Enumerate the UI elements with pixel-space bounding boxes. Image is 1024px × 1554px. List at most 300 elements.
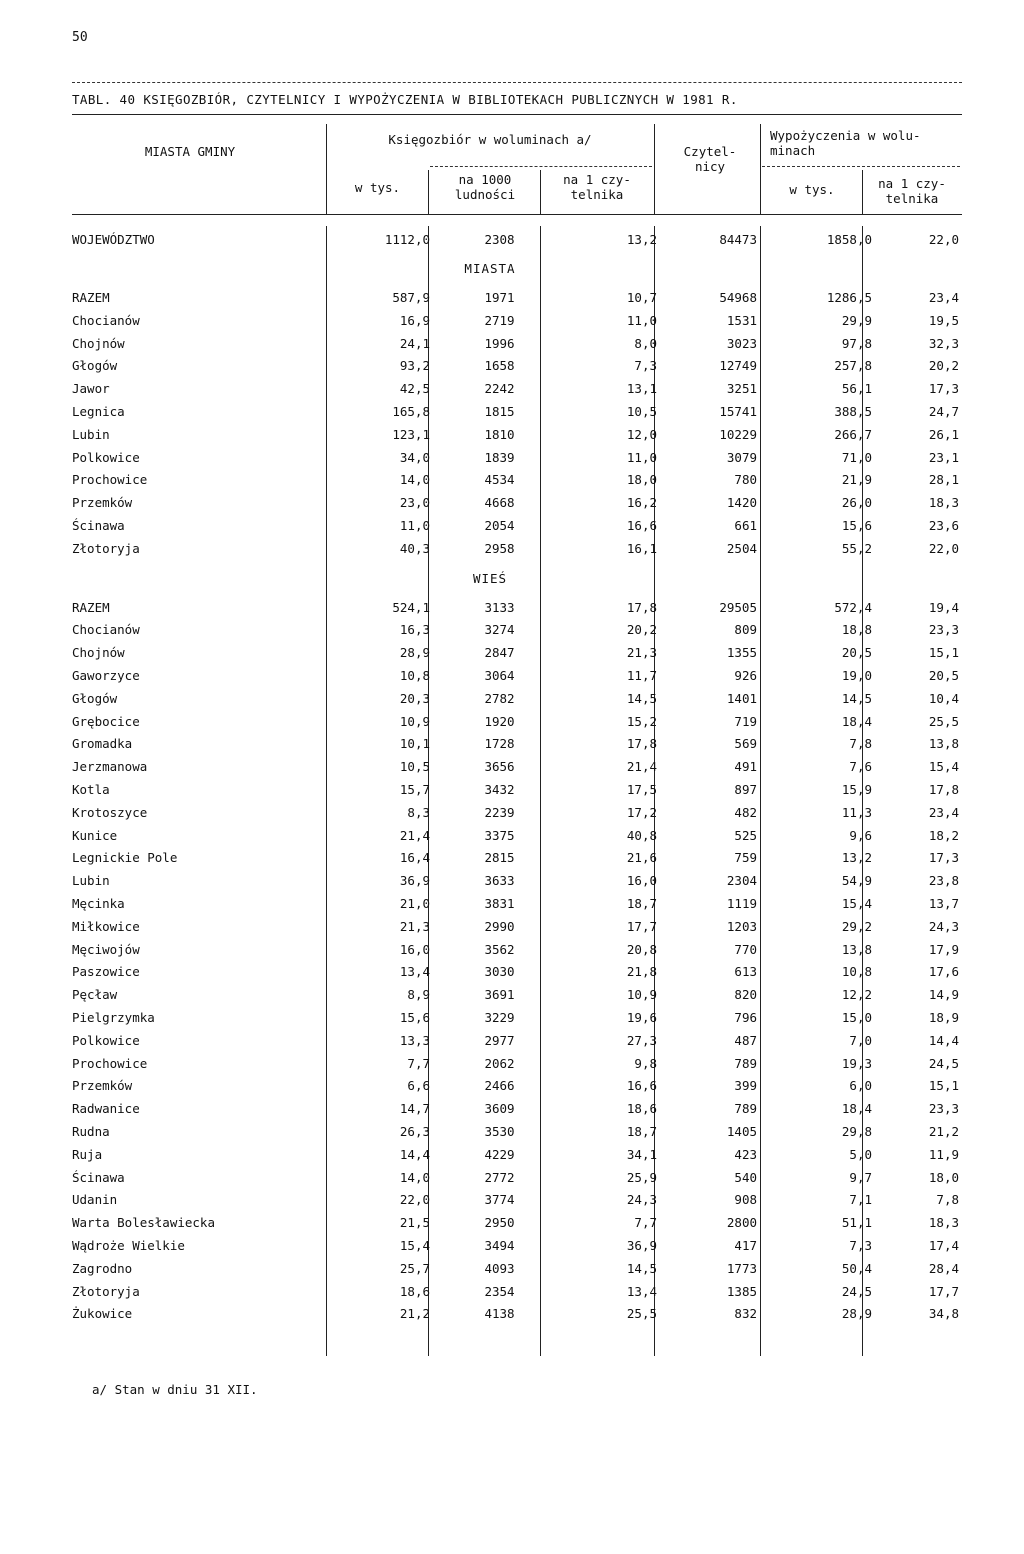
table-cell: 2800 bbox=[726, 1215, 757, 1230]
row-label: WOJEWÓDZTWO bbox=[72, 232, 155, 247]
table-cell: 1810 bbox=[484, 427, 515, 442]
table-cell: 3633 bbox=[484, 873, 515, 888]
table-row bbox=[72, 1007, 962, 1029]
table-cell: 18,6 bbox=[399, 1284, 430, 1299]
table-cell: 16,0 bbox=[626, 873, 657, 888]
table-cell: 29,9 bbox=[841, 313, 872, 328]
table-cell: 1920 bbox=[484, 714, 515, 729]
table-cell: 7,3 bbox=[849, 1238, 872, 1253]
table-row bbox=[72, 492, 962, 514]
header-divider bbox=[428, 170, 429, 214]
table-cell: 42,5 bbox=[399, 381, 430, 396]
table-cell: 23,8 bbox=[928, 873, 959, 888]
table-cell: 26,0 bbox=[841, 495, 872, 510]
header-subrule bbox=[762, 166, 960, 167]
table-cell: 17,6 bbox=[928, 964, 959, 979]
table-cell: 97,8 bbox=[841, 336, 872, 351]
table-cell: 14,5 bbox=[626, 1261, 657, 1276]
row-label: Polkowice bbox=[72, 450, 140, 465]
header-na-1-czyt: na 1 czy- telnika bbox=[563, 172, 631, 202]
header-czytelnicy: Czytel- nicy bbox=[683, 144, 737, 174]
table-cell: 17,5 bbox=[626, 782, 657, 797]
table-cell: 10,8 bbox=[399, 668, 430, 683]
table-cell: 28,9 bbox=[399, 645, 430, 660]
table-row bbox=[72, 665, 962, 687]
table-cell: 10,8 bbox=[841, 964, 872, 979]
table-cell: 36,9 bbox=[399, 873, 430, 888]
table-cell: 18,3 bbox=[928, 495, 959, 510]
table-cell: 11,9 bbox=[928, 1147, 959, 1162]
table-cell: 7,1 bbox=[849, 1192, 872, 1207]
row-label: Kotla bbox=[72, 782, 110, 797]
table-cell: 17,8 bbox=[626, 736, 657, 751]
table-cell: 40,3 bbox=[399, 541, 430, 556]
table-cell: 10,9 bbox=[626, 987, 657, 1002]
table-row bbox=[72, 1030, 962, 1052]
table-cell: 14,9 bbox=[928, 987, 959, 1002]
table-cell: 482 bbox=[734, 805, 757, 820]
table-cell: 14,7 bbox=[399, 1101, 430, 1116]
table-cell: 36,9 bbox=[626, 1238, 657, 1253]
table-row bbox=[72, 401, 962, 423]
table-cell: 661 bbox=[734, 518, 757, 533]
table-cell: 3023 bbox=[726, 336, 757, 351]
table-cell: 40,8 bbox=[626, 828, 657, 843]
table-cell: 19,5 bbox=[928, 313, 959, 328]
row-label: Przemków bbox=[72, 1078, 133, 1093]
row-label: Jawor bbox=[72, 381, 110, 396]
table-cell: 587,9 bbox=[392, 290, 430, 305]
row-label: Gaworzyce bbox=[72, 668, 140, 683]
table-row bbox=[72, 779, 962, 801]
table-cell: 1728 bbox=[484, 736, 515, 751]
table-cell: 15,4 bbox=[399, 1238, 430, 1253]
table-cell: 759 bbox=[734, 850, 757, 865]
table-cell: 832 bbox=[734, 1306, 757, 1321]
table-cell: 6,0 bbox=[849, 1078, 872, 1093]
row-label: Głogów bbox=[72, 691, 118, 706]
table-cell: 1658 bbox=[484, 358, 515, 373]
table-cell: 24,5 bbox=[841, 1284, 872, 1299]
table-cell: 13,8 bbox=[841, 942, 872, 957]
voivodeship-row bbox=[72, 229, 962, 251]
table-cell: 897 bbox=[734, 782, 757, 797]
table-cell: 50,4 bbox=[841, 1261, 872, 1276]
table-cell: 13,1 bbox=[626, 381, 657, 396]
table-row bbox=[72, 893, 962, 915]
row-label: Polkowice bbox=[72, 1033, 140, 1048]
table-cell: 15,9 bbox=[841, 782, 872, 797]
row-label: Lubin bbox=[72, 427, 110, 442]
table-row bbox=[72, 939, 962, 961]
table-cell: 23,6 bbox=[928, 518, 959, 533]
table-cell: 1355 bbox=[726, 645, 757, 660]
table-cell: 22,0 bbox=[928, 541, 959, 556]
table-cell: 7,8 bbox=[936, 1192, 959, 1207]
table-row bbox=[72, 1121, 962, 1143]
table-cell: 56,1 bbox=[841, 381, 872, 396]
table-row bbox=[72, 538, 962, 560]
table-cell: 10229 bbox=[719, 427, 757, 442]
table-cell: 12,2 bbox=[841, 987, 872, 1002]
table-cell: 14,4 bbox=[928, 1033, 959, 1048]
row-label: RAZEM bbox=[72, 600, 110, 615]
table-cell: 14,0 bbox=[399, 472, 430, 487]
table-cell: 11,7 bbox=[626, 668, 657, 683]
header-wypozyczenia: Wypożyczenia w wolu- minach bbox=[770, 128, 921, 158]
header-divider bbox=[862, 170, 863, 214]
table-cell: 1405 bbox=[726, 1124, 757, 1139]
table-cell: 7,3 bbox=[634, 358, 657, 373]
table-cell: 18,9 bbox=[928, 1010, 959, 1025]
table-cell: 13,4 bbox=[399, 964, 430, 979]
table-cell: 20,2 bbox=[626, 622, 657, 637]
table-cell: 3831 bbox=[484, 896, 515, 911]
header-top-rule bbox=[72, 114, 962, 115]
table-row bbox=[72, 355, 962, 377]
table-row bbox=[72, 711, 962, 733]
table-cell: 20,5 bbox=[928, 668, 959, 683]
row-label: Grębocice bbox=[72, 714, 140, 729]
table-cell: 14,5 bbox=[626, 691, 657, 706]
table-cell: 613 bbox=[734, 964, 757, 979]
table-cell: 3375 bbox=[484, 828, 515, 843]
table-cell: 1815 bbox=[484, 404, 515, 419]
table-cell: 21,0 bbox=[399, 896, 430, 911]
table-cell: 1286,5 bbox=[826, 290, 872, 305]
table-cell: 51,1 bbox=[841, 1215, 872, 1230]
table-cell: 21,2 bbox=[928, 1124, 959, 1139]
table-row bbox=[72, 1189, 962, 1211]
table-cell: 3030 bbox=[484, 964, 515, 979]
table-cell: 20,5 bbox=[841, 645, 872, 660]
table-row bbox=[72, 847, 962, 869]
table-cell: 2354 bbox=[484, 1284, 515, 1299]
table-cell: 18,0 bbox=[928, 1170, 959, 1185]
table-cell: 266,7 bbox=[834, 427, 872, 442]
table-cell: 25,5 bbox=[626, 1306, 657, 1321]
table-cell: 19,0 bbox=[841, 668, 872, 683]
row-label: Udanin bbox=[72, 1192, 118, 1207]
row-label: Miłkowice bbox=[72, 919, 140, 934]
table-cell: 257,8 bbox=[834, 358, 872, 373]
table-cell: 23,0 bbox=[399, 495, 430, 510]
table-cell: 20,3 bbox=[399, 691, 430, 706]
row-label: Prochowice bbox=[72, 472, 148, 487]
table-cell: 18,7 bbox=[626, 896, 657, 911]
table-cell: 525 bbox=[734, 828, 757, 843]
table-cell: 3656 bbox=[484, 759, 515, 774]
table-cell: 809 bbox=[734, 622, 757, 637]
header-na-1-czyt-2: na 1 czy- telnika bbox=[878, 176, 946, 206]
table-row bbox=[72, 1098, 962, 1120]
table-cell: 17,3 bbox=[928, 850, 959, 865]
table-cell: 3133 bbox=[484, 600, 515, 615]
table-cell: 15,4 bbox=[928, 759, 959, 774]
table-cell: 2958 bbox=[484, 541, 515, 556]
table-cell: 3774 bbox=[484, 1192, 515, 1207]
table-cell: 18,0 bbox=[626, 472, 657, 487]
table-cell: 15741 bbox=[719, 404, 757, 419]
table-cell: 789 bbox=[734, 1056, 757, 1071]
table-cell: 3494 bbox=[484, 1238, 515, 1253]
table-cell: 16,6 bbox=[626, 1078, 657, 1093]
table-cell: 8,9 bbox=[407, 987, 430, 1002]
table-row bbox=[72, 310, 962, 332]
table-row bbox=[72, 984, 962, 1006]
table-cell: 2950 bbox=[484, 1215, 515, 1230]
table-cell: 2466 bbox=[484, 1078, 515, 1093]
table-cell: 21,2 bbox=[399, 1306, 430, 1321]
table-cell: 11,0 bbox=[626, 313, 657, 328]
table-row bbox=[72, 642, 962, 664]
table-cell: 23,3 bbox=[928, 1101, 959, 1116]
table-cell: 13,4 bbox=[626, 1284, 657, 1299]
row-label: Gromadka bbox=[72, 736, 133, 751]
table-cell: 18,8 bbox=[841, 622, 872, 637]
table-cell: 2847 bbox=[484, 645, 515, 660]
table-cell: 423 bbox=[734, 1147, 757, 1162]
table-cell: 8,0 bbox=[634, 336, 657, 351]
table-cell: 18,6 bbox=[626, 1101, 657, 1116]
table-row bbox=[72, 733, 962, 755]
header-divider bbox=[540, 170, 541, 214]
table-cell: 25,7 bbox=[399, 1261, 430, 1276]
table-cell: 32,3 bbox=[928, 336, 959, 351]
table-cell: 165,8 bbox=[392, 404, 430, 419]
table-row bbox=[72, 756, 962, 778]
table-caption: TABL. 40 KSIĘGOZBIÓR, CZYTELNICY I WYPOŻYCZENIA W BIBLIOTEKACH PUBLICZNYCH W 1981 R. bbox=[72, 92, 738, 107]
table-row bbox=[72, 1235, 962, 1257]
table-cell: 399 bbox=[734, 1078, 757, 1093]
table-cell: 780 bbox=[734, 472, 757, 487]
row-label: Kunice bbox=[72, 828, 118, 843]
table-cell: 16,2 bbox=[626, 495, 657, 510]
table-cell: 1971 bbox=[484, 290, 515, 305]
table-cell: 3229 bbox=[484, 1010, 515, 1025]
table-cell: 908 bbox=[734, 1192, 757, 1207]
table-cell: 18,4 bbox=[841, 1101, 872, 1116]
row-label: Pielgrzymka bbox=[72, 1010, 155, 1025]
table-cell: 15,2 bbox=[626, 714, 657, 729]
header-subrule bbox=[430, 166, 652, 167]
table-cell: 21,3 bbox=[626, 645, 657, 660]
table-cell: 2719 bbox=[484, 313, 515, 328]
header-divider bbox=[654, 124, 655, 214]
table-cell: 23,4 bbox=[928, 290, 959, 305]
table-cell: 9,8 bbox=[634, 1056, 657, 1071]
table-cell: 21,5 bbox=[399, 1215, 430, 1230]
table-cell: 24,7 bbox=[928, 404, 959, 419]
row-label: Złotoryja bbox=[72, 1284, 140, 1299]
table-cell: 10,5 bbox=[626, 404, 657, 419]
table-cell: 1858,0 bbox=[826, 232, 872, 247]
table-cell: 13,7 bbox=[928, 896, 959, 911]
row-label: Przemków bbox=[72, 495, 133, 510]
table-row bbox=[72, 1053, 962, 1075]
table-cell: 1112,0 bbox=[384, 232, 430, 247]
table-cell: 17,8 bbox=[626, 600, 657, 615]
header-ksiegozbior: Księgozbiór w woluminach a/ bbox=[388, 132, 592, 147]
table-cell: 2990 bbox=[484, 919, 515, 934]
row-label: Ruja bbox=[72, 1147, 103, 1162]
table-cell: 1420 bbox=[726, 495, 757, 510]
table-cell: 15,0 bbox=[841, 1010, 872, 1025]
table-cell: 11,3 bbox=[841, 805, 872, 820]
table-cell: 29,8 bbox=[841, 1124, 872, 1139]
table-cell: 13,8 bbox=[928, 736, 959, 751]
table-cell: 28,9 bbox=[841, 1306, 872, 1321]
table-cell: 22,0 bbox=[928, 232, 959, 247]
table-cell: 93,2 bbox=[399, 358, 430, 373]
row-label: Żukowice bbox=[72, 1306, 133, 1321]
table-cell: 3530 bbox=[484, 1124, 515, 1139]
table-cell: 13,2 bbox=[841, 850, 872, 865]
table-cell: 7,7 bbox=[407, 1056, 430, 1071]
table-row bbox=[72, 961, 962, 983]
table-cell: 10,5 bbox=[399, 759, 430, 774]
table-cell: 8,3 bbox=[407, 805, 430, 820]
table-cell: 15,4 bbox=[841, 896, 872, 911]
table-cell: 29505 bbox=[719, 600, 757, 615]
header-divider bbox=[760, 124, 761, 214]
table-cell: 2304 bbox=[726, 873, 757, 888]
table-cell: 2772 bbox=[484, 1170, 515, 1185]
table-cell: 4093 bbox=[484, 1261, 515, 1276]
table-cell: 27,3 bbox=[626, 1033, 657, 1048]
total-row bbox=[72, 597, 962, 619]
table-cell: 25,5 bbox=[928, 714, 959, 729]
table-cell: 26,3 bbox=[399, 1124, 430, 1139]
row-label: Chocianów bbox=[72, 622, 140, 637]
table-cell: 5,0 bbox=[849, 1147, 872, 1162]
row-label: RAZEM bbox=[72, 290, 110, 305]
table-cell: 3562 bbox=[484, 942, 515, 957]
table-cell: 1839 bbox=[484, 450, 515, 465]
table-row bbox=[72, 1075, 962, 1097]
table-cell: 2815 bbox=[484, 850, 515, 865]
table-cell: 71,0 bbox=[841, 450, 872, 465]
table-cell: 18,4 bbox=[841, 714, 872, 729]
row-label: Paszowice bbox=[72, 964, 140, 979]
table-row bbox=[72, 870, 962, 892]
table-cell: 7,7 bbox=[634, 1215, 657, 1230]
table-row bbox=[72, 333, 962, 355]
table-cell: 572,4 bbox=[834, 600, 872, 615]
table-cell: 24,3 bbox=[928, 919, 959, 934]
table-cell: 16,6 bbox=[626, 518, 657, 533]
table-cell: 21,9 bbox=[841, 472, 872, 487]
table-cell: 417 bbox=[734, 1238, 757, 1253]
table-cell: 12,0 bbox=[626, 427, 657, 442]
table-cell: 4229 bbox=[484, 1147, 515, 1162]
table-cell: 13,3 bbox=[399, 1033, 430, 1048]
table-row bbox=[72, 1167, 962, 1189]
table-cell: 15,6 bbox=[841, 518, 872, 533]
row-label: Rudna bbox=[72, 1124, 110, 1139]
table-row bbox=[72, 1281, 962, 1303]
table-cell: 16,9 bbox=[399, 313, 430, 328]
row-label: Złotoryja bbox=[72, 541, 140, 556]
row-label: Głogów bbox=[72, 358, 118, 373]
row-label: Krotoszyce bbox=[72, 805, 148, 820]
table-cell: 29,2 bbox=[841, 919, 872, 934]
header-w-tys-2: w tys. bbox=[789, 182, 835, 197]
row-label: Legnickie Pole bbox=[72, 850, 178, 865]
row-label: Męciwojów bbox=[72, 942, 140, 957]
table-cell: 3251 bbox=[726, 381, 757, 396]
table-cell: 14,0 bbox=[399, 1170, 430, 1185]
table-cell: 17,8 bbox=[928, 782, 959, 797]
table-row bbox=[72, 469, 962, 491]
table-cell: 17,3 bbox=[928, 381, 959, 396]
table-cell: 24,1 bbox=[399, 336, 430, 351]
table-cell: 9,7 bbox=[849, 1170, 872, 1185]
table-cell: 28,1 bbox=[928, 472, 959, 487]
table-cell: 1203 bbox=[726, 919, 757, 934]
table-row bbox=[72, 1144, 962, 1166]
table-cell: 9,6 bbox=[849, 828, 872, 843]
row-label: Chojnów bbox=[72, 645, 125, 660]
table-cell: 55,2 bbox=[841, 541, 872, 556]
table-row bbox=[72, 515, 962, 537]
table-cell: 3274 bbox=[484, 622, 515, 637]
row-label: Ścinawa bbox=[72, 518, 125, 533]
row-label: Wądroże Wielkie bbox=[72, 1238, 185, 1253]
table-cell: 15,7 bbox=[399, 782, 430, 797]
table-cell: 18,2 bbox=[928, 828, 959, 843]
table-cell: 540 bbox=[734, 1170, 757, 1185]
row-label: Prochowice bbox=[72, 1056, 148, 1071]
table-cell: 2977 bbox=[484, 1033, 515, 1048]
table-cell: 3432 bbox=[484, 782, 515, 797]
section-title: WIEŚ bbox=[472, 570, 508, 586]
header-divider bbox=[326, 124, 327, 214]
row-label: Jerzmanowa bbox=[72, 759, 148, 774]
table-cell: 18,3 bbox=[928, 1215, 959, 1230]
table-cell: 21,3 bbox=[399, 919, 430, 934]
table-cell: 10,1 bbox=[399, 736, 430, 751]
table-cell: 34,8 bbox=[928, 1306, 959, 1321]
table-cell: 17,2 bbox=[626, 805, 657, 820]
table-cell: 15,6 bbox=[399, 1010, 430, 1025]
header-w-tys: w tys. bbox=[354, 180, 401, 195]
table-cell: 1119 bbox=[726, 896, 757, 911]
table-cell: 20,8 bbox=[626, 942, 657, 957]
page-number: 50 bbox=[72, 30, 88, 45]
table-cell: 23,4 bbox=[928, 805, 959, 820]
table-row bbox=[72, 424, 962, 446]
table-row bbox=[72, 1258, 962, 1280]
row-label: Ścinawa bbox=[72, 1170, 125, 1185]
header-bottom-rule bbox=[72, 214, 962, 215]
table-cell: 926 bbox=[734, 668, 757, 683]
table-cell: 17,7 bbox=[928, 1284, 959, 1299]
table-cell: 15,1 bbox=[928, 645, 959, 660]
table-cell: 21,4 bbox=[626, 759, 657, 774]
table-cell: 18,7 bbox=[626, 1124, 657, 1139]
section-title: MIASTA bbox=[464, 261, 516, 276]
table-cell: 19,3 bbox=[841, 1056, 872, 1071]
table-cell: 12749 bbox=[719, 358, 757, 373]
table-cell: 16,4 bbox=[399, 850, 430, 865]
table-cell: 3079 bbox=[726, 450, 757, 465]
table-cell: 16,0 bbox=[399, 942, 430, 957]
table-cell: 7,8 bbox=[849, 736, 872, 751]
row-label: Męcinka bbox=[72, 896, 125, 911]
table-cell: 3064 bbox=[484, 668, 515, 683]
table-cell: 2062 bbox=[484, 1056, 515, 1071]
